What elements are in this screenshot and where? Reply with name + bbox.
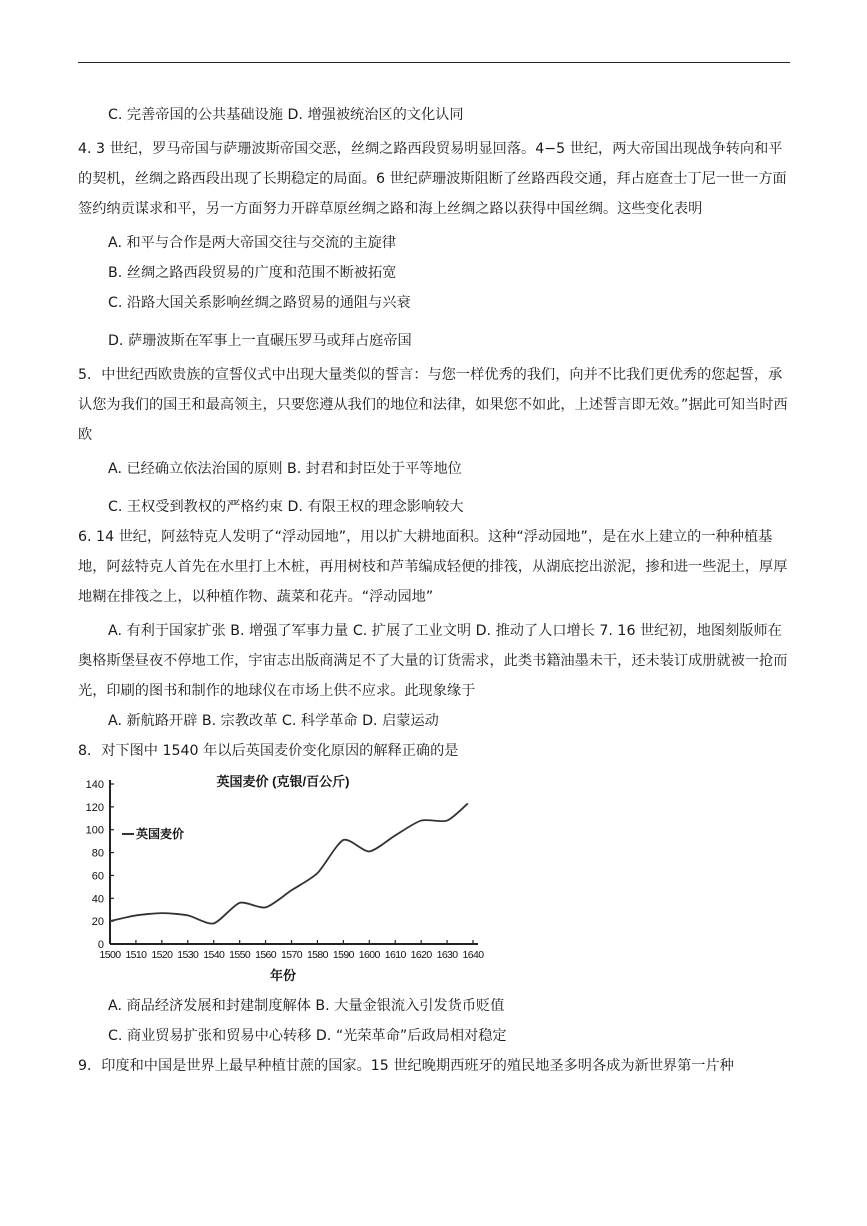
- x-tick-label: 1630: [436, 949, 458, 961]
- x-tick-label: 1620: [410, 949, 432, 961]
- data-point: [420, 820, 422, 822]
- q8-option-cd: C. 商业贸易扩张和贸易中心转移 D. “光荣革命”后政局相对稳定: [108, 1028, 507, 1044]
- y-tick-label: 20: [91, 916, 104, 929]
- x-tick-label: 1580: [306, 949, 328, 961]
- data-point: [467, 802, 469, 804]
- y-tick-label: 60: [91, 870, 104, 883]
- y-tick-label: 140: [85, 779, 104, 791]
- data-point: [265, 906, 267, 908]
- data-point: [291, 889, 293, 891]
- q6-stem: 6. 14 世纪，阿兹特克人发明了“浮动园地”，用以扩大耕地面积。这种“浮动园地”，是在水上建立的一种种植基地，阿兹特克人首先在水里打上木桩，再用树枝和芦苇编成轻便的排筏，从湖底挖出淤泥，掺和进一些泥土，厚厚地糊在排筏之上，以种植作物、蔬菜和花卉。“浮动园地”: [78, 529, 788, 605]
- q6-options-q7-stem: A. 有利于国家扩张 B. 增强了军事力量 C. 扩展了工业文明 D. 推动了人口增长 7. 16 世纪初，地图刻版师在奥格斯堡昼夜不停地工作，宇宙志出版商满足不了大量的订货需求，此类书籍油墨未干，还未装订成册就被一抢而光，印刷的图书和制作的地球仪在市场上供不应求。此现象缘于: [78, 623, 788, 699]
- x-tick-label: 1570: [281, 949, 302, 961]
- q4-option-b: B. 丝绸之路西段贸易的广度和范围不断被拓宽: [108, 265, 397, 281]
- x-tick-label: 1560: [255, 949, 277, 961]
- x-tick-label: 1590: [332, 949, 354, 961]
- series-line-wheat-price: [110, 803, 468, 923]
- data-point: [446, 820, 448, 822]
- x-tick-label: 1530: [177, 949, 199, 961]
- q5-stem: 5．中世纪西欧贵族的宣誓仪式中出现大量类似的誓言：与您一样优秀的我们，向并不比我们更优秀的您起誓，承认您为我们的国王和最高领主，只要您遵从我们的地位和法律，如果您不如此，上述誓言即无效。”据此可知当时西欧: [78, 367, 788, 443]
- y-tick-label: 40: [91, 893, 104, 906]
- q8-stem: 8．对下图中 1540 年以后英国麦价变化原因的解释正确的是: [78, 743, 459, 759]
- q4-option-c: C. 沿路大国关系影响丝绸之路贸易的通阻与兴衰: [108, 295, 411, 311]
- q7-options: A. 新航路开辟 B. 宗教改革 C. 科学革命 D. 启蒙运动: [108, 713, 439, 729]
- data-point: [394, 834, 396, 836]
- x-tick-label: 1640: [462, 949, 484, 961]
- x-tick-label: 1500: [99, 949, 121, 961]
- data-point: [239, 902, 241, 904]
- data-point: [213, 922, 215, 924]
- q4-option-a: A. 和平与合作是两大帝国交往与交流的主旋律: [108, 235, 397, 251]
- header-rule: [78, 62, 790, 63]
- y-tick-label: 100: [85, 824, 104, 837]
- q5-option-ab: A. 已经确立依法治国的原则 B. 封君和封臣处于平等地位: [108, 461, 462, 477]
- wheat-price-chart-svg: [78, 772, 498, 987]
- data-point: [368, 850, 370, 852]
- data-point: [109, 920, 111, 922]
- data-point: [187, 914, 189, 916]
- q4-option-d: D. 萨珊波斯在军事上一直碾压罗马或拜占庭帝国: [108, 333, 412, 349]
- x-tick-label: 1540: [203, 949, 225, 961]
- q5-option-cd: C. 王权受到教权的严格约束 D. 有限王权的理念影响较大: [108, 499, 464, 515]
- chart-title: 英国麦价 (克银/百公斤): [216, 774, 350, 789]
- data-point: [342, 839, 344, 841]
- data-point: [135, 914, 137, 916]
- x-tick-label: 1550: [229, 949, 251, 961]
- y-tick-label: 120: [85, 801, 104, 814]
- x-tick-label: 1600: [358, 949, 380, 961]
- q8-option-ab: A. 商品经济发展和封建制度解体 B. 大量金银流入引发货币贬值: [108, 998, 505, 1014]
- x-tick-label: 1510: [125, 949, 147, 961]
- x-tick-label: 1610: [384, 949, 406, 961]
- y-tick-label: 80: [91, 847, 104, 860]
- x-tick-label: 1520: [151, 949, 173, 961]
- data-point: [316, 872, 318, 874]
- q3-options: C. 完善帝国的公共基础设施 D. 增强被统治区的文化认同: [108, 107, 464, 123]
- q4-stem: 4. 3 世纪，罗马帝国与萨珊波斯帝国交恶，丝绸之路西段贸易明显回落。4−5 世纪，两大帝国出现战争转向和平的契机，丝绸之路西段出现了长期稳定的局面。6 世纪萨珊波斯阻断了丝路西段交通，拜占庭查士丁尼一世一方面签约纳贡谋求和平，另一方面努力开辟草原丝绸之路和海上丝绸之路以获得中国丝绸。这些变化表明: [78, 141, 787, 217]
- legend-label: 英国麦价: [136, 827, 185, 841]
- exam-page-body: [78, 100, 790, 1081]
- wheat-price-chart: [78, 772, 498, 987]
- y-tick-label: 0: [97, 939, 104, 951]
- q9-stem: 9．印度和中国是世界上最早种植甘蔗的国家。15 世纪晚期西班牙的殖民地圣多明各成为新世界第一片种: [78, 1058, 734, 1074]
- data-point: [161, 912, 163, 914]
- x-axis-label: 年份: [269, 968, 297, 983]
